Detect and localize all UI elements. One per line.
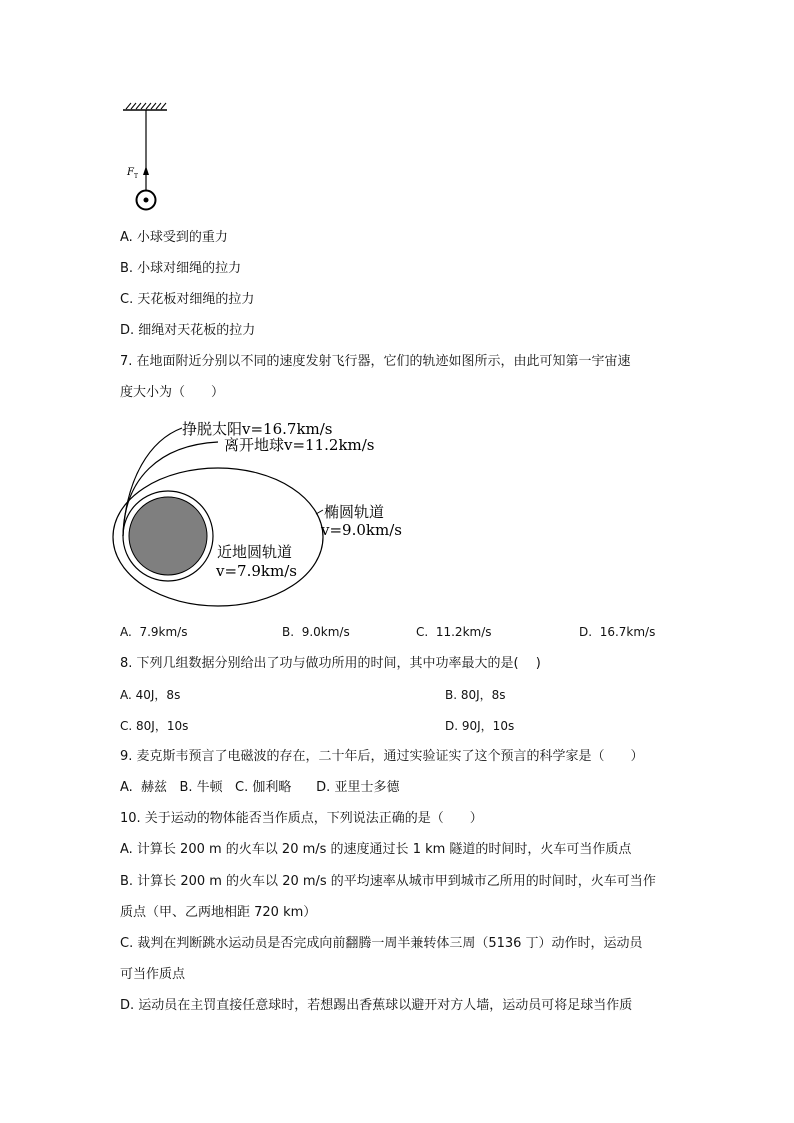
q8-option-d: D. 90J，10s xyxy=(445,719,515,733)
q8-option-b: B. 80J，8s xyxy=(445,688,506,702)
pendulum-figure xyxy=(118,100,178,215)
q8-option-c: C. 80J，10s xyxy=(120,719,189,733)
q10-option-b-line1: B. 计算长 200 m 的火车以 20 m/s 的平均速率从城市甲到城市乙所用的时间时，火车可当作 xyxy=(120,874,656,889)
ceiling-hatch xyxy=(126,103,166,109)
ellipse-leader xyxy=(316,510,323,514)
force-label: F xyxy=(127,167,134,178)
q9-options: A. 赫兹 B. 牛顿 C. 伽利略 D. 亚里士多德 xyxy=(120,780,400,795)
q10-option-a: A. 计算长 200 m 的火车以 20 m/s 的速度通过长 1 km 隧道的时间时，火车可当作质点 xyxy=(120,842,632,857)
q10-stem: 10. 关于运动的物体能否当作质点，下列说法正确的是（ ） xyxy=(120,811,483,826)
q7-option-a: A. 7.9km/s xyxy=(120,625,188,639)
q10-option-c-line2: 可当作质点 xyxy=(120,967,186,982)
q8-option-a: A. 40J，8s xyxy=(120,688,181,702)
ellipse-orbit-speed: v=9.0km/s xyxy=(321,521,402,539)
q7-option-d: D. 16.7km/s xyxy=(579,625,656,639)
q10-option-b-line2: 质点（甲、乙两地相距 720 km） xyxy=(120,905,317,920)
q10-option-d-line1: D. 运动员在主罚直接任意球时，若想踢出香蕉球以避开对方人墙，运动员可将足球当作质 xyxy=(120,998,633,1013)
q6-option-a: A. 小球受到的重力 xyxy=(120,230,228,245)
q10-option-c-line1: C. 裁判在判断跳水运动员是否完成向前翻腾一周半兼转体三周（5136 丁）动作时，运动员 xyxy=(120,936,643,951)
q7-stem-line2: 度大小为（ ） xyxy=(120,385,225,400)
q7-stem-line1: 7. 在地面附近分别以不同的速度发射飞行器，它们的轨迹如图所示，由此可知第一宇宙速 xyxy=(120,354,631,369)
ellipse-orbit-name: 椭圆轨道 xyxy=(324,503,385,521)
near-earth-orbit-speed: v=7.9km/s xyxy=(216,562,297,580)
q7-option-b: B. 9.0km/s xyxy=(282,625,350,639)
q7-option-c: C. 11.2km/s xyxy=(416,625,492,639)
q6-option-d: D. 细绳对天花板的拉力 xyxy=(120,323,256,338)
q8-stem: 8. 下列几组数据分别给出了功与做功所用的时间，其中功率最大的是( ) xyxy=(120,656,541,671)
force-arrow-head xyxy=(143,166,149,175)
orbit-diagram xyxy=(110,410,410,615)
q6-option-c: C. 天花板对细绳的拉力 xyxy=(120,292,255,307)
escape-earth-label: 离开地球v=11.2km/s xyxy=(224,436,375,454)
force-label-sub: T xyxy=(134,173,139,180)
q6-option-b: B. 小球对细绳的拉力 xyxy=(120,261,242,276)
escape-sun-label: 挣脱太阳v=16.7km/s xyxy=(182,420,333,438)
earth xyxy=(129,497,207,575)
ball-center xyxy=(144,198,149,203)
near-earth-orbit-name: 近地圆轨道 xyxy=(217,543,293,561)
q9-stem: 9. 麦克斯韦预言了电磁波的存在，二十年后，通过实验证实了这个预言的科学家是（ ） xyxy=(120,749,644,764)
